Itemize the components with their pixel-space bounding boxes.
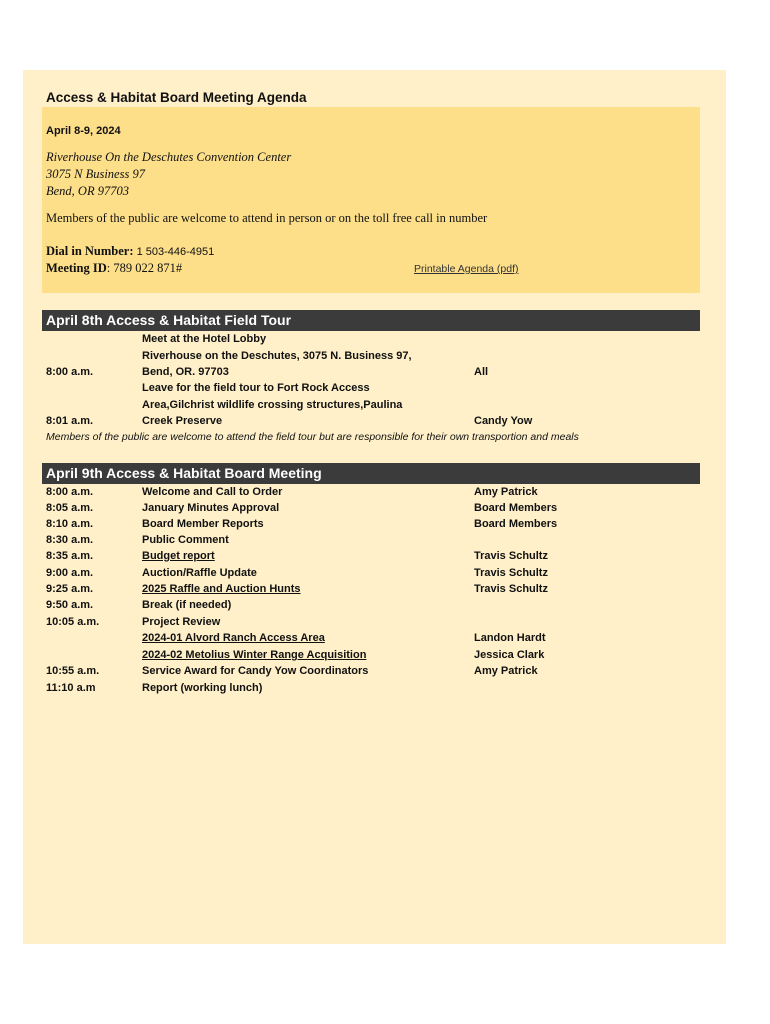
agenda-presenter: Amy Patrick xyxy=(474,486,538,498)
agenda-presenter: Travis Schultz xyxy=(474,550,548,562)
field-tour-heading: April 8th Access & Habitat Field Tour xyxy=(42,310,700,331)
agenda-item: Project Review xyxy=(142,616,221,628)
public-welcome-note: Members of the public are welcome to attend in person or on the toll free call in number xyxy=(46,211,488,225)
agenda-item-line: Area,Gilchrist wildlife crossing structures,Paulina xyxy=(142,399,403,411)
agenda-presenter: Travis Schultz xyxy=(474,583,548,595)
agenda-time: 8:01 a.m. xyxy=(46,415,94,427)
agenda-item-line: Meet at the Hotel Lobby xyxy=(142,333,267,345)
agenda-presenter: Jessica Clark xyxy=(474,649,545,661)
metolius-winter-range-link[interactable]: 2024-02 Metolius Winter Range Acquisition xyxy=(142,649,367,661)
agenda-time: 10:05 a.m. xyxy=(46,616,100,628)
agenda-presenter: Amy Patrick xyxy=(474,665,538,677)
agenda-time: 9:00 a.m. xyxy=(46,567,94,579)
agenda-item: Service Award for Candy Yow Coordinators xyxy=(142,665,369,677)
meeting-id xyxy=(46,261,182,276)
budget-report-link[interactable]: Budget report xyxy=(142,550,215,562)
raffle-auction-hunts-link[interactable]: 2025 Raffle and Auction Hunts xyxy=(142,583,301,595)
agenda-item-line: Leave for the field tour to Fort Rock Access xyxy=(142,382,370,394)
agenda-item-line: Bend, OR. 97703 xyxy=(142,366,229,378)
agenda-item: Break (if needed) xyxy=(142,599,232,611)
dial-value: 1 503-446-4951 xyxy=(136,246,215,258)
venue-line: Riverhouse On the Deschutes Convention Center xyxy=(46,150,292,164)
agenda-item: Board Member Reports xyxy=(142,518,264,530)
field-tour-note: Members of the public are welcome to attend the field tour but are responsible for their own transportion and meals xyxy=(46,431,579,443)
venue-address xyxy=(46,149,291,200)
agenda-presenter: Travis Schultz xyxy=(474,567,548,579)
page-title: Access & Habitat Board Meeting Agenda xyxy=(46,90,307,105)
dial-label: Dial in Number: xyxy=(46,244,134,258)
meeting-id-label: Meeting ID xyxy=(46,261,107,275)
agenda-presenter: Board Members xyxy=(474,502,558,514)
meeting-info-box xyxy=(42,107,700,293)
alvord-ranch-link[interactable]: 2024-01 Alvord Ranch Access Area xyxy=(142,632,325,644)
board-meeting-heading: April 9th Access & Habitat Board Meeting xyxy=(42,463,700,484)
agenda-item: Public Comment xyxy=(142,534,229,546)
agenda-presenter: All xyxy=(474,366,489,378)
dial-in-number xyxy=(46,244,214,259)
venue-line: Bend, OR 97703 xyxy=(46,184,129,198)
agenda-time: 11:10 a.m xyxy=(46,682,96,694)
agenda-time: 8:00 a.m. xyxy=(46,366,94,378)
meeting-id-value: : 789 022 871# xyxy=(106,261,183,275)
agenda-time: 8:35 a.m. xyxy=(46,550,94,562)
agenda-item-line: Creek Preserve xyxy=(142,415,223,427)
agenda-time: 8:30 a.m. xyxy=(46,534,94,546)
printable-agenda-link[interactable]: Printable Agenda (pdf) xyxy=(414,263,519,275)
meeting-date: April 8-9, 2024 xyxy=(46,125,121,137)
agenda-time: 9:25 a.m. xyxy=(46,583,94,595)
agenda-presenter: Landon Hardt xyxy=(474,632,546,644)
agenda-time: 9:50 a.m. xyxy=(46,599,94,611)
agenda-time: 8:10 a.m. xyxy=(46,518,94,530)
venue-line: 3075 N Business 97 xyxy=(46,167,145,181)
agenda-item: Welcome and Call to Order xyxy=(142,486,283,498)
agenda-presenter: Board Members xyxy=(474,518,558,530)
agenda-item: January Minutes Approval xyxy=(142,502,280,514)
agenda-item: Auction/Raffle Update xyxy=(142,567,257,579)
agenda-sheet xyxy=(23,70,726,944)
agenda-time: 10:55 a.m. xyxy=(46,665,100,677)
agenda-item-line: Riverhouse on the Deschutes, 3075 N. Business 97, xyxy=(142,350,412,362)
agenda-presenter: Candy Yow xyxy=(474,415,533,427)
agenda-time: 8:00 a.m. xyxy=(46,486,94,498)
agenda-item: Report (working lunch) xyxy=(142,682,263,694)
agenda-time: 8:05 a.m. xyxy=(46,502,94,514)
